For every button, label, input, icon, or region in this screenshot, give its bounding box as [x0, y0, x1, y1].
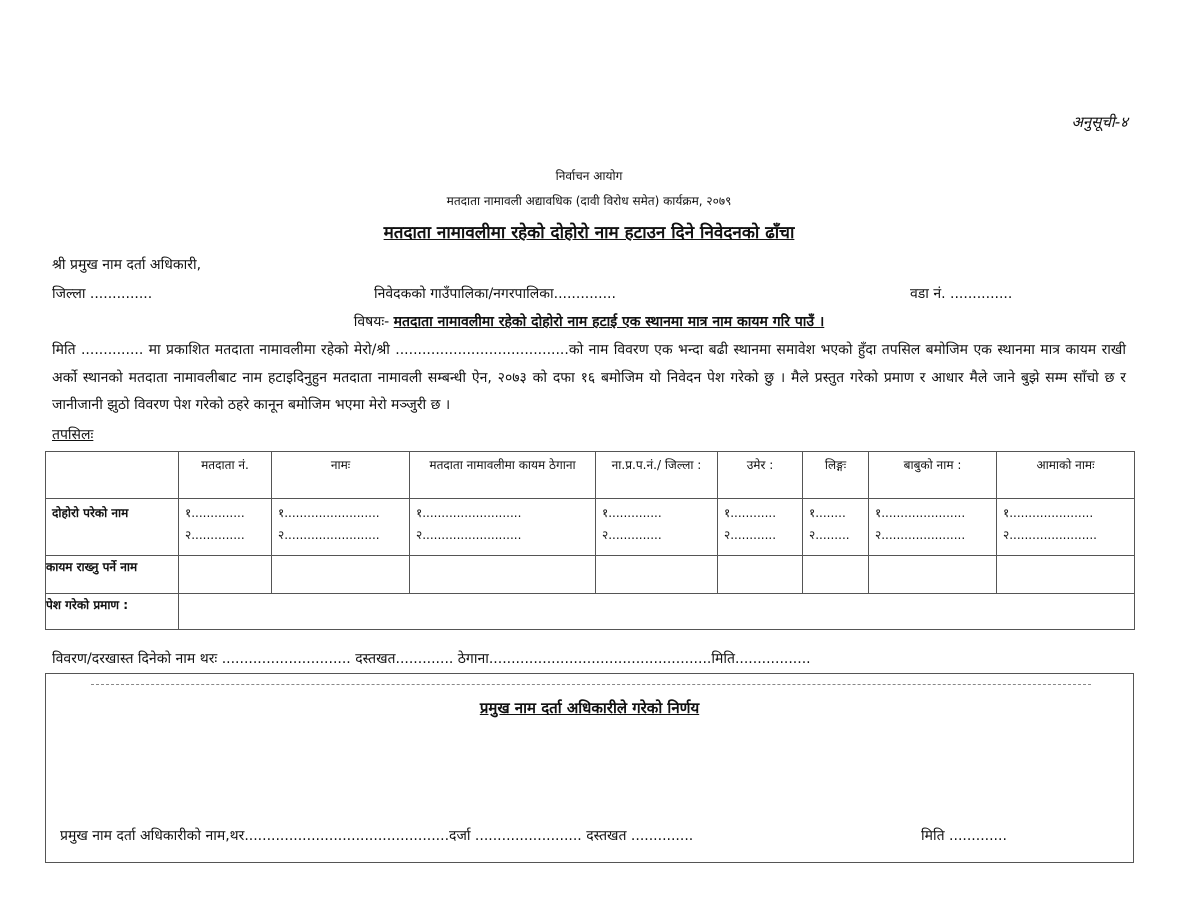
cell-line: २......... — [809, 528, 850, 542]
dashed-divider — [91, 684, 1091, 685]
municipality-field: निवेदकको गाउँपालिका/नगरपालिका.............. — [374, 286, 616, 302]
table-header-blank — [46, 452, 179, 499]
table-cell[interactable] — [997, 499, 1135, 556]
cell-line: १.............. — [185, 506, 245, 520]
row-label-proof: पेश गरेको प्रमाण : — [46, 594, 179, 630]
table-cell[interactable] — [718, 556, 803, 594]
table-cell[interactable] — [179, 499, 272, 556]
cell-line: १........ — [809, 506, 846, 520]
decision-title: प्रमुख नाम दर्ता अधिकारीले गरेको निर्णय — [479, 699, 700, 717]
officer-signature-line: प्रमुख नाम दर्ता अधिकारीको नाम,थर..............................................दर्जा ........................ दस्तखत .............. — [60, 828, 694, 844]
table-cell[interactable] — [179, 556, 272, 594]
cell-line: १......................... — [278, 506, 380, 520]
table-cell[interactable] — [803, 556, 869, 594]
cell-line: १.......................... — [416, 506, 522, 520]
cell-line: २............ — [724, 528, 777, 542]
table-header: नामः — [272, 452, 410, 499]
table-header: मतदाता नामावलीमा कायम ठेगाना — [410, 452, 596, 499]
subject-text: मतदाता नामावलीमा रहेको दोहोरो नाम हटाई एक स्थानमा मात्र नाम कायम गरि पाउँ । — [393, 314, 825, 330]
details-table — [45, 451, 1135, 630]
table-header: उमेर : — [718, 452, 803, 499]
applicant-signature-line: विवरण/दरखास्त दिनेको नाम थरः ............................. दस्तखत............. ठेगाना..................................................मिति................. — [52, 651, 811, 667]
table-cell[interactable] — [596, 556, 718, 594]
proof-cell[interactable] — [179, 594, 1135, 630]
table-header-row — [46, 452, 1135, 499]
program-name: मतदाता नामावली अद्यावधिक (दावी विरोध समेत) कार्यक्रम, २०७९ — [446, 194, 732, 208]
table-cell[interactable] — [410, 556, 596, 594]
table-cell[interactable] — [718, 499, 803, 556]
details-label: तपसिलः — [52, 427, 94, 443]
table-cell[interactable] — [272, 499, 410, 556]
cell-line: २......................... — [278, 528, 380, 542]
table-cell[interactable] — [803, 499, 869, 556]
district-field: जिल्ला .............. — [52, 286, 153, 302]
cell-line: १...................... — [1003, 506, 1094, 520]
cell-line: १.............. — [602, 506, 662, 520]
table-header: मतदाता नं. — [179, 452, 272, 499]
table-row — [46, 499, 1135, 556]
cell-line: २....................... — [1003, 528, 1097, 542]
cell-line: १...................... — [875, 506, 966, 520]
table-header: बाबुको नाम : — [869, 452, 997, 499]
cell-line: २.............. — [185, 528, 245, 542]
subject-prefix: विषयः- — [353, 314, 390, 330]
cell-line: २.............. — [602, 528, 662, 542]
subject-line — [0, 312, 1178, 331]
cell-line: २.......................... — [416, 528, 522, 542]
table-cell[interactable] — [596, 499, 718, 556]
addressee: श्री प्रमुख नाम दर्ता अधिकारी, — [52, 257, 202, 273]
table-cell[interactable] — [869, 556, 997, 594]
decision-date: मिति ............. — [921, 828, 1007, 844]
table-cell[interactable] — [869, 499, 997, 556]
table-cell[interactable] — [410, 499, 596, 556]
cell-line: २...................... — [875, 528, 966, 542]
decision-box — [45, 673, 1134, 863]
row-label-keep: कायम राख्नु पर्ने नाम — [46, 556, 179, 594]
annex-label: अनुसूची-४ — [1071, 113, 1128, 131]
table-header: आमाको नामः — [997, 452, 1135, 499]
form-title: मतदाता नामावलीमा रहेको दोहोरो नाम हटाउन दिने निवेदनको ढाँचा — [383, 223, 795, 243]
table-header: ना.प्र.प.नं./ जिल्ला : — [596, 452, 718, 499]
organization-name: निर्वाचन आयोग — [555, 169, 623, 183]
table-cell[interactable] — [997, 556, 1135, 594]
table-cell[interactable] — [272, 556, 410, 594]
table-header: लिङ्गः — [803, 452, 869, 499]
table-row — [46, 594, 1135, 630]
cell-line: १............ — [724, 506, 777, 520]
application-body: मिति .............. मा प्रकाशित मतदाता नामावलीमा रहेको मेरो/श्री .......................................को नाम विवरण एक भन्दा बढी स्थानमा समावेश भएको हुँदा तपसिल बमोजिम एक स्थानमा मात्र कायम राखी अर्को स्थानको मतदाता नामावलीबाट नाम हटाइदिनुहुन मतदाता नामावली सम्बन्धी ऐन, २०७३ को दफा १६ बमोजिम यो निवेदन पेश गरेको छु । मैले प्रस्तुत गरेको प्रमाण र आधार मैले जाने बुझे सम्म साँचो छ र जानीजानी झुठो विवरण पेश गरेको ठहरे कानून बमोजिम भएमा मेरो मञ्जुरी छ । — [52, 342, 1126, 413]
table-row — [46, 556, 1135, 594]
ward-field: वडा नं. .............. — [910, 286, 1013, 302]
row-label-duplicate: दोहोरो परेको नाम — [46, 499, 179, 556]
